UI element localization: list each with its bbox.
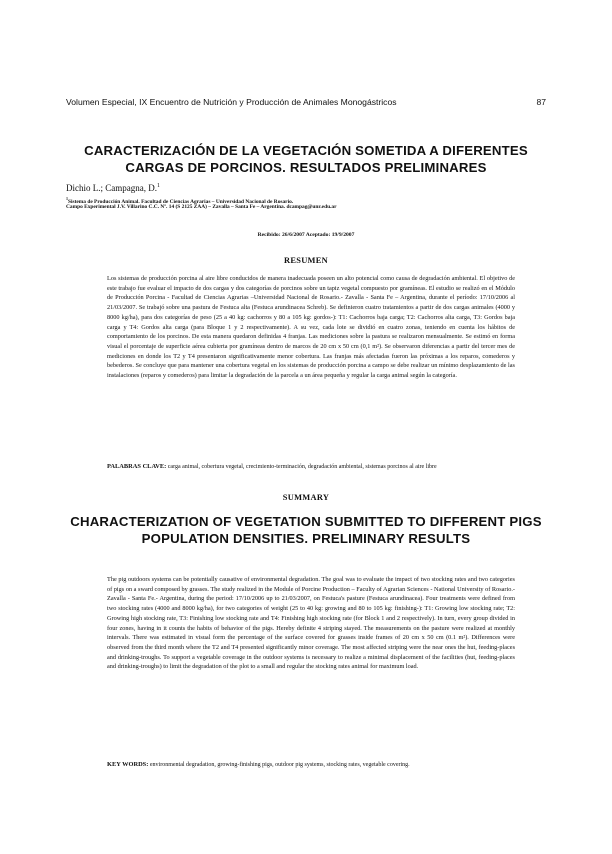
- received-accepted-dates: Recibido: 26/6/2007 Aceptado: 19/9/2007: [257, 232, 355, 238]
- affiliation-text-1: Sistema de Producción Animal. Facultad de Ciencias Agrarias – Universidad Nacional de Rosario.: [68, 198, 294, 205]
- keywords-english-text: environmental degradation, growing-finishing pigs, outdoor pig systems, stocking rates, vegetable covering.: [149, 762, 410, 768]
- keywords-spanish-text: carga animal, cobertura vegetal, crecimiento-terminación, degradación ambiental, sistemas porcinos al aire libre: [167, 464, 437, 470]
- summary-heading: SUMMARY: [282, 493, 330, 502]
- resumen-text: Los sistemas de producción porcina al aire libre conducidos de manera inadecuada poseen un alto potencial como causa de degradación ambiental. El objetivo de este trabajo fue evaluar el impacto de dos cargas y dos categorías de porcinos sobre un tapiz vegetal compuesto por gramíneas. El estudio se realizó en el Módulo de Producción Porcina - Facultad de Ciencias Agrarias –Universidad Nacional de Rosario.- Zavalla - Santa Fe – Argentina, durante el período: 17/10/2006 al 21/03/2007. Se trabajó sobre una pastura de Festuca alta (Festuca arundinacea Schreb). Se definieron cuatro tratamientos a partir de dos cargas animales (4000 y 8000 kg/ha), para dos categorías de peso (25 a 40 kg: cachorros y 80 a 105 kg: gordos-): T1: Cachorros baja carga; T2: Cachorros alta carga, T3: Gordos baja carga y T4: Gordos alta carga (para Bloque 1 y 2 respectivamente). A su vez, cada lote se dividió en cuatro zonas, teniendo en cuenta los hábitos de comportamiento de los porcinos. De esta manera quedaron definidas 4 franjas. Las mediciones sobre la pastura se realizaron mensualmente. Se estimó en forma visual el porcentaje de superficie aérea cubierta por gramíneas dentro de marcos de 20 cm x 50 cm (0,1 m²). Se observaron diferencias a partir del tercer mes de mediciones en donde los T2 y T4 presentaron significativamente menor cobertura. Las franjas más afectadas fueron las próximas a los reparos, comederos y bebederos. Se concluye que para mantener una cobertura vegetal en los sistemas de producción porcina a campo se debe realizar un mínimo desplazamiento de las instalaciones (reparos y comederos) para limitar la degradación de la parcela a un área pequeña y regular la carga animal según la categoría.: [107, 275, 515, 380]
- resumen-heading: RESUMEN: [284, 256, 328, 265]
- keywords-english-label: KEY WORDS:: [107, 761, 149, 768]
- keywords-spanish: [107, 462, 515, 472]
- affiliation-marker: 1: [66, 196, 68, 201]
- running-header: [66, 97, 546, 107]
- author-names: Dichio L.; Campagna, D.: [66, 183, 157, 193]
- author-marker: 1: [156, 183, 160, 189]
- summary-text: The pig outdoors systems can be potentially causative of environmental degradation. The goal was to evaluate the impact of two stocking rates and two categories of pigs on a sward composed by grasses. The study realized in the Module of Porcine Production – Faculty of Agrarian Sciences - National University of Rosario.- Zavalla - Santa Fe.- Argentina, during the period: 17/10/2006 up to 21/03/2007, on Festuca's pasture (Festuca arundinacea). Four treatments were defined from two stocking rates (4000 and 8000 kg/ha), for two categories of weight (25 to 40 kg: growing and 80 to 105 kg: finishing-): T1: Growing low stocking rate; T2: Growing high stocking rate, T3: Finishing low stocking rate and T4: Finishing high stocking rate (for Block 1 and 2 respectively). In turn, every group divided in four zones, having in it counts the habits of behavior of the pigs. Hereby definite 4 striping stayed. The measurements on the pasture were realized at monthly intervals. There was estimated in visual form the percentage of the surface covered for grasses inside frames of 20 cm x 50 cm (0.1 m²). Differences were observed from the third month where the T2 and T4 presented significantly minor coverage. The most affected striping were the near ones the hut, feeding-places and drinking-troughs. To support a vegetable coverage in the outdoor systems is necessary to realize a minimal displacement of the facilities (hut, feeding-places and drinking-troughs) to limit the degradation of the plot to a small and regular the stocking rates animal for maximum load.: [107, 576, 515, 671]
- affiliation-line-2: [66, 203, 546, 211]
- page-number: 87: [536, 97, 546, 107]
- authors: [66, 183, 160, 193]
- title-spanish: CARACTERIZACIÓN DE LA VEGETACIÓN SOMETIDA A DIFERENTES CARGAS DE PORCINOS. RESULTADOS PRELIMINARES: [84, 143, 528, 175]
- keywords-english: [107, 760, 515, 770]
- affiliation-text-2: Campo Experimental J.V. Villarino C.C. Nº. 14 (S 2125 ZAA) – Zavalla – Santa Fe – Argentina. dcampag@unr.edu.ar: [66, 204, 337, 210]
- journal-name: Volumen Especial, IX Encuentro de Nutrición y Producción de Animales Monogástricos: [66, 97, 397, 107]
- keywords-spanish-label: PALABRAS CLAVE:: [107, 463, 167, 470]
- title-english: CHARACTERIZATION OF VEGETATION SUBMITTED TO DIFFERENT PIGS POPULATION DENSITIES. PRELIMINARY RESULTS: [70, 514, 542, 546]
